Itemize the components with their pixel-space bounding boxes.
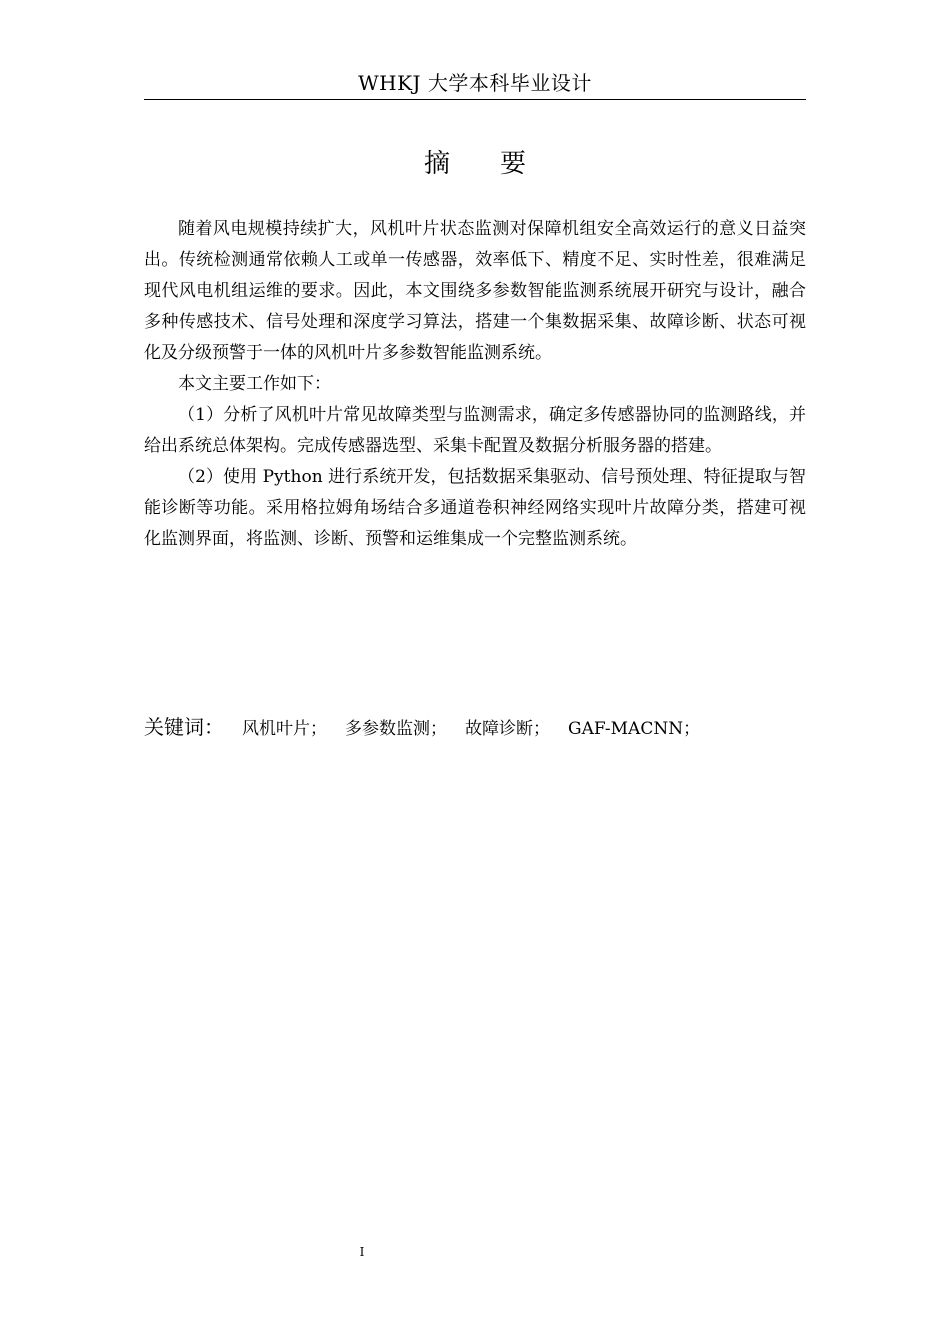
keyword-item: GAF-MACNN； [568,719,701,739]
abstract-paragraph-3: （1）分析了风机叶片常见故障类型与监测需求，确定多传感器协同的监测路线，并给出系统总体架构。完成传感器选型、采集卡配置及数据分析服务器的搭建。 [144,405,806,456]
abstract-body [144,214,806,555]
page-number: I [359,1245,365,1259]
keywords-label: 关键词： [144,715,224,739]
abstract-paragraph-4: （2）使用 Python 进行系统开发，包括数据采集驱动、信号预处理、特征提取与智能诊断等功能。采用格拉姆角场结合多通道卷积神经网络实现叶片故障分类，搭建可视化监测界面，将监测、诊断、预警和运维集成一个完整监测系统。 [144,467,806,549]
abstract-title: 摘要 [423,149,576,179]
header-rule [144,99,806,100]
page-header: WHKJ 大学本科毕业设计 [358,71,592,95]
keyword-item: 风机叶片； [242,719,327,739]
keyword-item: 故障诊断； [465,719,550,739]
abstract-paragraph-1: 随着风电规模持续扩大，风机叶片状态监测对保障机组安全高效运行的意义日益突出。传统检测通常依赖人工或单一传感器，效率低下、精度不足、实时性差，很难满足现代风电机组运维的要求。因此，本文围绕多参数智能监测系统展开研究与设计，融合多种传感技术、信号处理和深度学习算法，搭建一个集数据采集、故障诊断、状态可视化及分级预警于一体的风机叶片多参数智能监测系统。 [144,219,806,363]
keyword-item: 多参数监测； [345,719,447,739]
keywords-line [144,712,806,744]
abstract-paragraph-2: 本文主要工作如下： [178,374,331,394]
